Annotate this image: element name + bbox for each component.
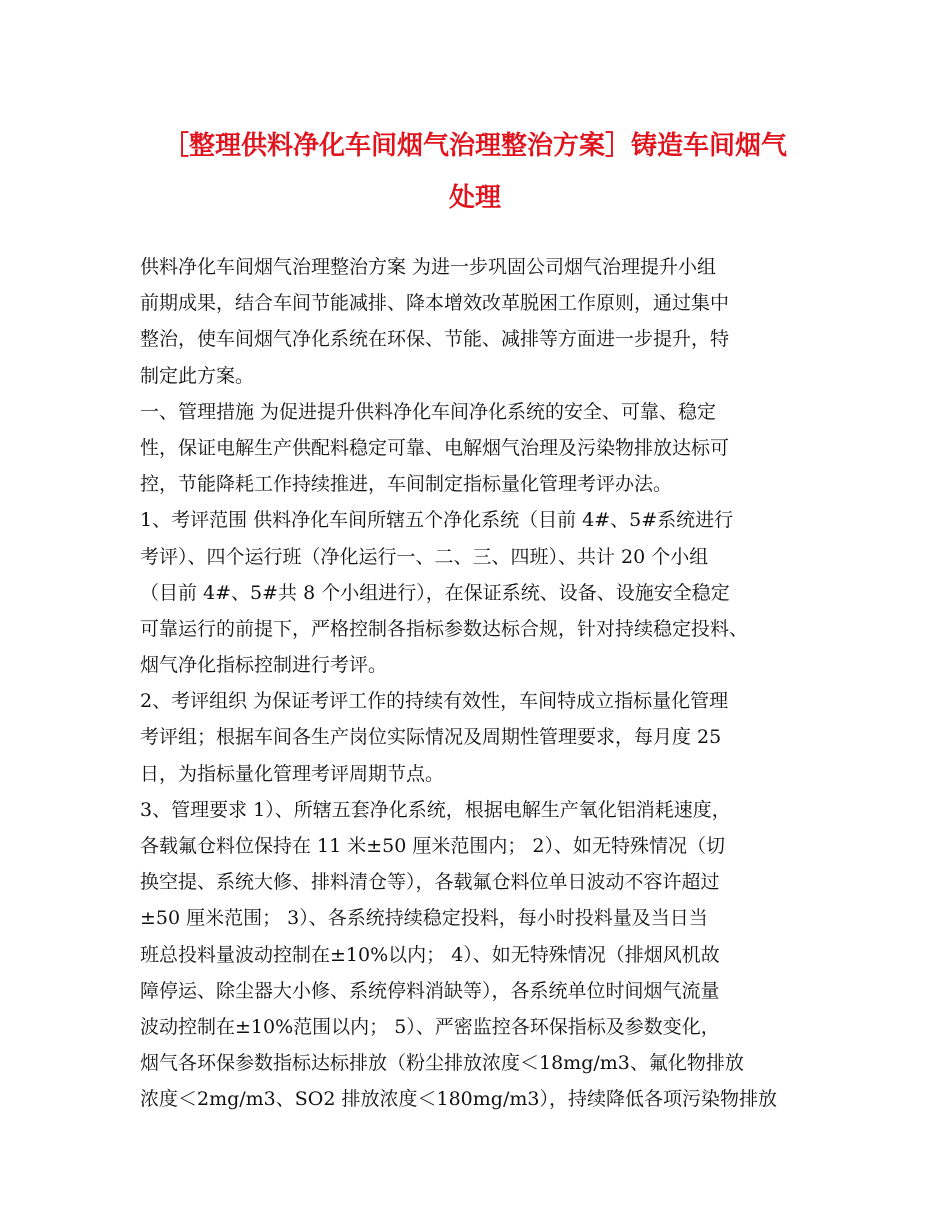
body-line: 2、考评组织 为保证考评工作的持续有效性，车间特成立指标量化管理	[140, 690, 729, 713]
body-line: 班总投料量波动控制在±10%以内； 4）、如无特殊情况（排烟风机故	[140, 943, 720, 966]
body-line: 各载氟仓料位保持在 11 米±50 厘米范围内； 2）、如无特殊情况（切	[140, 835, 726, 857]
body-line: 浓度＜2mg/m3、SO2 排放浓度＜180mg/m3），持续降低各项污染物排放	[140, 1088, 777, 1111]
body-line: （目前 4#、5#共 8 个小组进行），在保证系统、设备、设施安全稳定	[140, 581, 730, 604]
body-line: 烟气各环保参数指标达标排放（粉尘排放浓度＜18mg/m3、氟化物排放	[140, 1052, 744, 1075]
body-line: ±50 厘米范围； 3）、各系统持续稳定投料，每小时投料量及当日当	[140, 907, 708, 930]
body-line: 波动控制在±10%范围以内； 5）、严密监控各环保指标及参数变化，	[140, 1015, 720, 1038]
body-line: 前期成果，结合车间节能减排、降本增效改革脱困工作原则，通过集中	[140, 292, 730, 315]
title-line: ［整理供料净化车间烟气治理整治方案］铸造车间烟气	[162, 131, 787, 161]
body-line: 考评）、四个运行班（净化运行一、二、三、四班）、共计 20 个小组	[140, 545, 709, 568]
document-title	[120, 120, 830, 224]
body-line: 换空提、系统大修、排料清仓等），各载氟仓料位单日波动不容许超过	[140, 871, 720, 894]
title-line: 处理	[448, 183, 501, 213]
document-body	[140, 249, 830, 1118]
body-line: 3、管理要求 1）、所辖五套净化系统，根据电解生产氧化铝消耗速度，	[140, 798, 731, 821]
body-line: 考评组；根据车间各生产岗位实际情况及周期性管理要求，每月度 25	[140, 726, 722, 749]
body-line: 整治，使车间烟气净化系统在环保、节能、减排等方面进一步提升，特	[140, 328, 730, 351]
body-line: 烟气净化指标控制进行考评。	[140, 654, 388, 677]
body-line: 供料净化车间烟气治理整治方案 为进一步巩固公司烟气治理提升小组	[140, 256, 717, 278]
body-line: 控，节能降耗工作持续推进，车间制定指标量化管理考评办法。	[140, 473, 673, 496]
body-line: 日，为指标量化管理考评周期节点。	[140, 762, 445, 785]
body-line: 1、考评范围 供料净化车间所辖五个净化系统（目前 4#、5#系统进行	[140, 509, 734, 532]
body-line: 一、管理措施 为促进提升供料净化车间净化系统的安全、可靠、稳定	[140, 400, 717, 423]
body-line: 障停运、除尘器大小修、系统停料消缺等），各系统单位时间烟气流量	[140, 979, 720, 1002]
body-line: 性，保证电解生产供配料稳定可靠、电解烟气治理及污染物排放达标可	[140, 436, 730, 459]
body-line: 可靠运行的前提下，严格控制各指标参数达标合规，针对持续稳定投料、	[140, 617, 749, 640]
body-line: 制定此方案。	[140, 364, 255, 387]
